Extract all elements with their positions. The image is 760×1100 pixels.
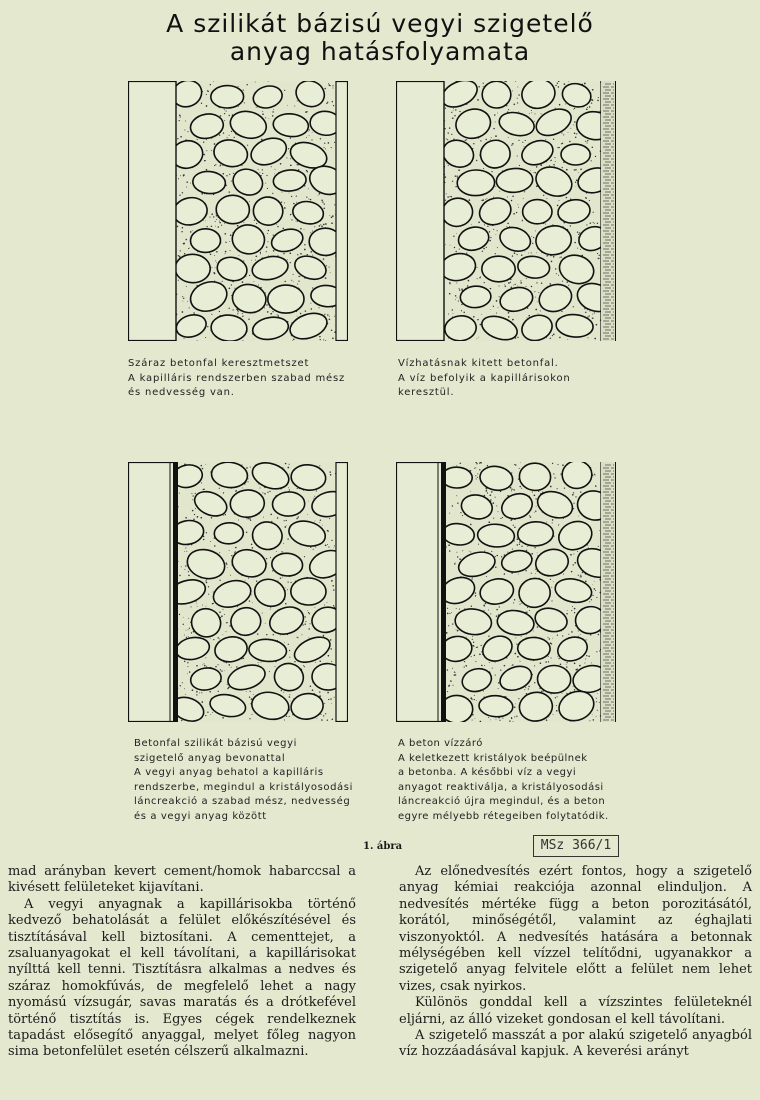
cross-section-drawing bbox=[128, 81, 348, 341]
title-line-1: A szilikát bázisú vegyi szigetelő bbox=[166, 9, 594, 38]
cross-section-drawing bbox=[128, 462, 348, 722]
caption-line: egyre mélyebb rétegeiben folytatódik. bbox=[398, 810, 609, 822]
caption-line: láncreakció a szabad mész, nedvesség bbox=[134, 796, 351, 807]
figure-dry-wall bbox=[128, 81, 348, 341]
caption-line: A kapilláris rendszerben szabad mész bbox=[128, 372, 346, 384]
caption-line: keresztül. bbox=[398, 387, 455, 398]
caption-line: rendszerbe, megindul a kristályosodási bbox=[134, 781, 353, 793]
paragraph: Az előnedvesítés ezért fontos, hogy a szigetelő anyag kémiai reakciója azonnal elinduljon. A nedvesítés mértéke függ a beton porozitásától, korától, minőségétől, valamint az éghajlati viszonyoktól. A nedvesítés hatására a betonnak mélységében kell vízzel telítődni, ugyanakkor a szigetelő anyag felvitele előtt a felület nem lehet vizes, csak nyirkos. bbox=[399, 864, 752, 994]
caption-line: anyagot reaktiválja, a kristályosodási bbox=[398, 781, 604, 793]
figure-sealed-wall bbox=[396, 462, 616, 722]
title-line-2: anyag hatásfolyamata bbox=[229, 37, 531, 66]
caption-dry-wall bbox=[128, 357, 345, 401]
caption-line: A víz befolyik a kapillárisokon bbox=[398, 372, 571, 384]
page-title bbox=[0, 10, 760, 66]
caption-line: Száraz betonfal keresztmetszet bbox=[128, 358, 310, 369]
paragraph: A vegyi anyagnak a kapillárisokba történő kedvező behatolását a felület előkészítésével és tisztításával kell biztosítani. A cementtejet, a zsaluanyagokat el kell távolítani, a kapillárisokat nyílttá kell tenni. Tisztításra alkalmas a nedves és száraz homokfúvás, de megfelelő lehet a nagy nyomású vízsugár, savas maratás és a drótkefével történő tisztítás is. Egyes cégek rendelkeznek tapadást elősegítő anyaggal, melyet főleg nagyon sima betonfelület esetén célszerű alkalmazni. bbox=[8, 896, 356, 1060]
caption-line: A vegyi anyag behatol a kapilláris bbox=[134, 767, 324, 778]
right-column bbox=[399, 864, 752, 1061]
caption-line: A keletkezett kristályok beépülnek bbox=[398, 752, 588, 764]
paragraph: mad arányban kevert cement/homok habarccsal a kivésett felületeket kijavítani. bbox=[8, 864, 356, 896]
cross-section-drawing bbox=[396, 81, 616, 341]
figure-label: 1. ábra bbox=[363, 841, 403, 852]
caption-coated-wall bbox=[134, 737, 353, 824]
paragraph: Különös gonddal kell a vízszintes felületeknél eljárni, az álló vizeket gondosan el kell távolítani. bbox=[399, 995, 752, 1027]
caption-line: a betonba. A későbbi víz a vegyi bbox=[398, 767, 577, 778]
figure-wet-wall bbox=[396, 81, 616, 341]
caption-line: szigetelő anyag bevonattal bbox=[134, 752, 286, 764]
cross-section-drawing bbox=[396, 462, 616, 722]
caption-line: és a vegyi anyag között bbox=[134, 810, 267, 822]
caption-line: Vízhatásnak kitett betonfal. bbox=[398, 358, 559, 369]
paragraph: A szigetelő masszát a por alakú szigetelő anyagból víz hozzáadásával kapjuk. A keverési arányt bbox=[399, 1028, 752, 1060]
figure-coated-wall bbox=[128, 462, 348, 722]
caption-sealed-wall bbox=[398, 737, 609, 824]
standard-stamp: MSz 366/1 bbox=[533, 835, 619, 857]
caption-line: Betonfal szilikát bázisú vegyi bbox=[134, 738, 297, 749]
caption-wet-wall bbox=[398, 357, 571, 401]
caption-line: láncreakció újra megindul, és a beton bbox=[398, 796, 606, 807]
caption-line: és nedvesség van. bbox=[128, 387, 235, 398]
caption-line: A beton vízzáró bbox=[398, 738, 483, 749]
left-column bbox=[8, 864, 356, 1061]
